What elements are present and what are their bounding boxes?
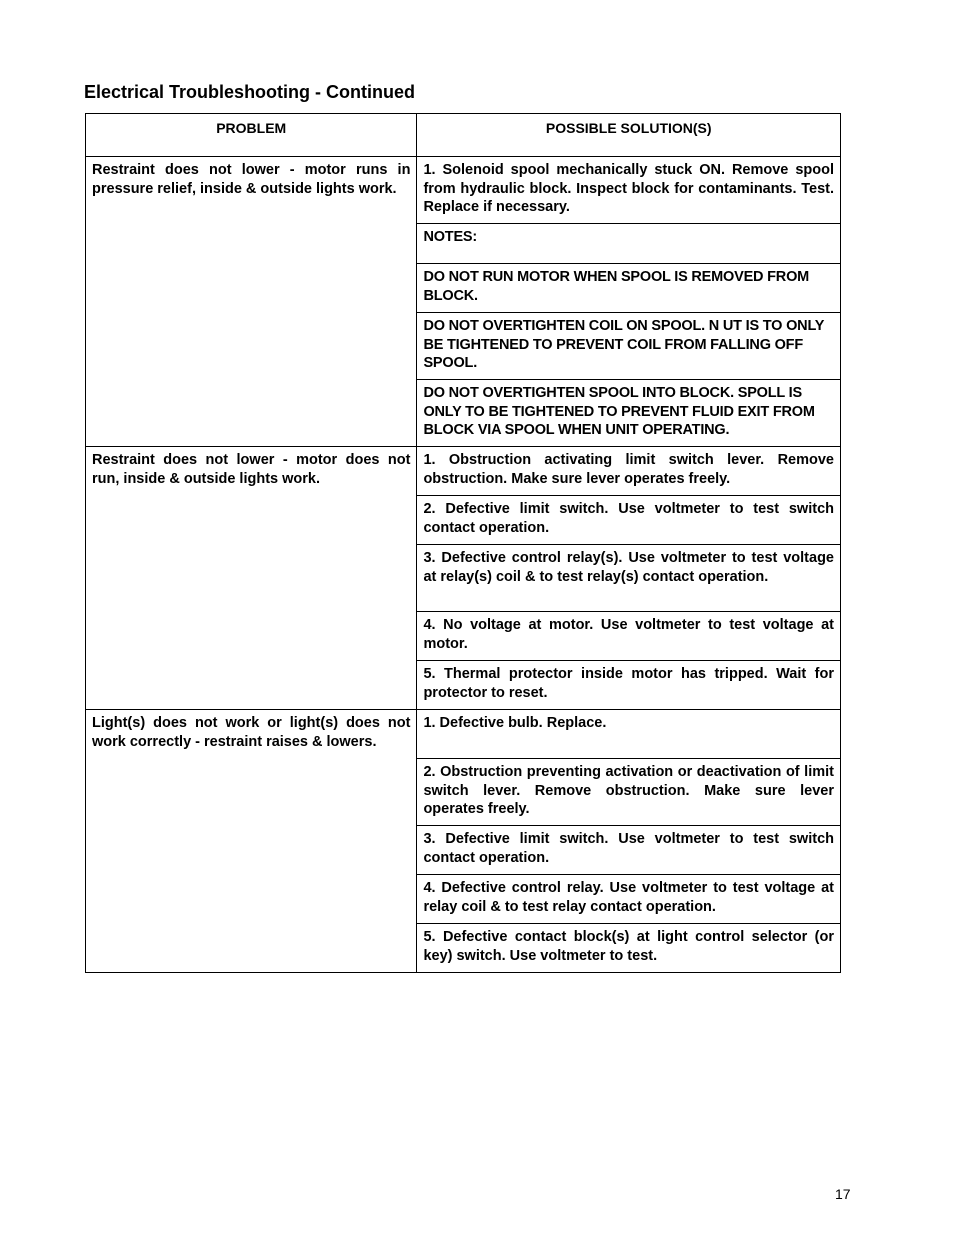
solution-cell: 3. Defective limit switch. Use voltmeter to test switch contact operation. [417,826,841,875]
solution-cell: 3. Defective control relay(s). Use voltmeter to test voltage at relay(s) coil & to test relay(s) contact operation. [417,545,841,612]
solution-cell: 4. Defective control relay. Use voltmeter to test voltage at relay coil & to test relay contact operation. [417,875,841,924]
problem-cell: Light(s) does not work or light(s) does not work correctly - restraint raises & lowers. [86,710,417,973]
page-title: Electrical Troubleshooting - Continued [84,82,416,102]
note-cell: DO NOT OVERTIGHTEN COIL ON SPOOL. N UT IS TO ONLY BE TIGHTENED TO PREVENT COIL FROM FALLING OFF SPOOL. [417,313,841,380]
solution-cell: 5. Defective contact block(s) at light control selector (or key) switch. Use voltmeter to test. [417,924,841,973]
solution-cell: 2. Obstruction preventing activation or deactivation of limit switch lever. Remove obstruction. Make sure lever operates freely. [417,759,841,826]
solution-cell: 5. Thermal protector inside motor has tripped. Wait for protector to reset. [417,661,841,710]
solution-cell: 1. Defective bulb. Replace. [417,710,841,759]
page-number: 17 [835,1186,851,1202]
problem-column-header: PROBLEM [86,114,417,157]
table-row [86,447,841,496]
solution-cell: 4. No voltage at motor. Use voltmeter to test voltage at motor. [417,612,841,661]
solution-cell: 1. Solenoid spool mechanically stuck ON. Remove spool from hydraulic block. Inspect block for contaminants. Test. Replace if necessary. [417,157,841,224]
table-row [86,710,841,759]
solution-cell: 1. Obstruction activating limit switch lever. Remove obstruction. Make sure lever operates freely. [417,447,841,496]
problem-cell: Restraint does not lower - motor does not run, inside & outside lights work. [86,447,417,710]
notes-heading-cell: NOTES: [417,224,841,264]
solution-column-header: POSSIBLE SOLUTION(S) [417,114,841,157]
troubleshooting-table [85,113,841,973]
note-cell: DO NOT OVERTIGHTEN SPOOL INTO BLOCK. SPOLL IS ONLY TO BE TIGHTENED TO PREVENT FLUID EXIT FROM BLOCK VIA SPOOL WHEN UNIT OPERATING. [417,380,841,447]
problem-cell: Restraint does not lower - motor runs in pressure relief, inside & outside lights work. [86,157,417,447]
solution-cell: 2. Defective limit switch. Use voltmeter to test switch contact operation. [417,496,841,545]
table-header-row [86,114,841,157]
note-cell: DO NOT RUN MOTOR WHEN SPOOL IS REMOVED FROM BLOCK. [417,264,841,313]
table-row [86,157,841,224]
